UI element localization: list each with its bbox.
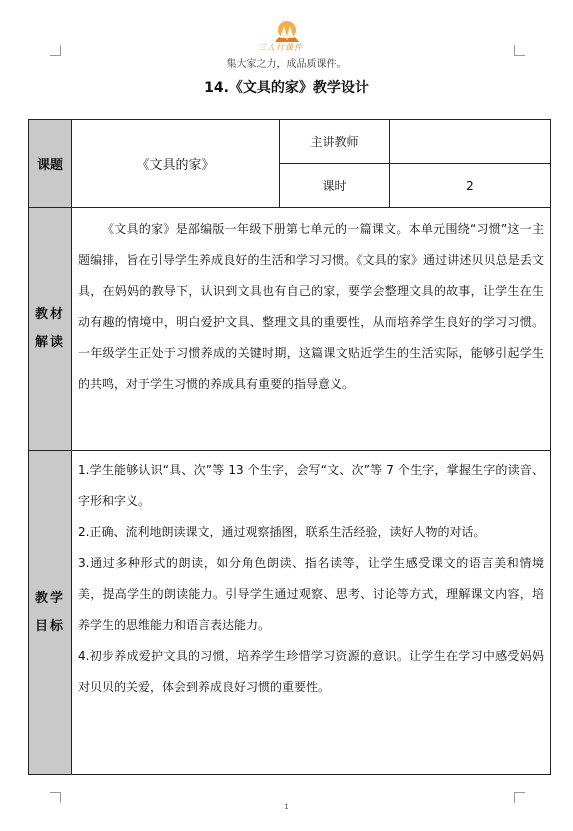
corner-mark-bottom-left [50,792,61,803]
topic-value: 《文具的家》 [136,158,215,173]
goal-item: 2.正确、流利地朗读课文，通过观察插图，联系生活经验，读好人物的对话。 [78,525,486,539]
hours-value-cell [390,164,551,208]
goal-item: 3.通过多种形式的朗读，如分角色朗读、指名读等，让学生感受课文的语言美和情境美，提高学生的朗读能力。引导学生通过观察、思考、讨论等方式，理解课文内容，培养学生的思维能力和语言表达能力。 [78,556,544,632]
goals-label: 教学目标 [35,590,66,634]
hours-label: 课时 [322,179,347,193]
goals-label-cell [29,451,72,775]
page-title: 14.《文具的家》教学设计 [204,80,369,96]
topic-label: 课题 [36,158,63,173]
logo-text: 三人行课件 [258,43,303,52]
analysis-text: 《文具的家》是部编版一年级下册第七单元的一篇课文。本单元围绕“习惯”这一主题编排，旨在引导学生养成良好的生活和学习习惯。《文具的家》通过讲述贝贝总是丢文具，在妈妈的教导下，认识到文具也有自己的家，要学会整理文具的故事，让学生在生动有趣的情境中，明白爱护文具、整理文具的重要性，从而培养学生良好的学习习惯。一年级学生正处于习惯养成的关键时期，这篇课文贴近学生的生活实际，能够引起学生的共鸣，对于学生习惯的养成具有重要的指导意义。 [72,208,551,451]
goals-cell [72,451,551,775]
topic-label-cell [29,120,72,208]
teacher-value-cell [390,120,551,164]
hours-label-cell [280,164,390,208]
analysis-label-cell [29,208,72,451]
goal-item: 1.学生能够认识“具、次”等 13 个生字，会写“文、次”等 7 个生字，掌握生字的读音、字形和字义。 [78,463,544,508]
hours-value: 2 [466,178,474,193]
slogan: 集大家之力，成品质课件。 [226,59,347,70]
corner-mark-bottom-right [514,792,525,803]
teacher-label: 主讲教师 [310,135,359,149]
topic-value-cell [72,120,280,208]
teacher-label-cell [280,120,390,164]
goal-item: 4.初步养成爱护文具的习惯，培养学生珍惜学习资源的意识。让学生在学习中感受妈妈对贝贝的关爱，体会到养成良好习惯的重要性。 [78,649,544,694]
analysis-label: 教材解读 [35,307,66,350]
page-number: 1 [284,803,289,811]
lesson-plan-table [28,119,551,775]
